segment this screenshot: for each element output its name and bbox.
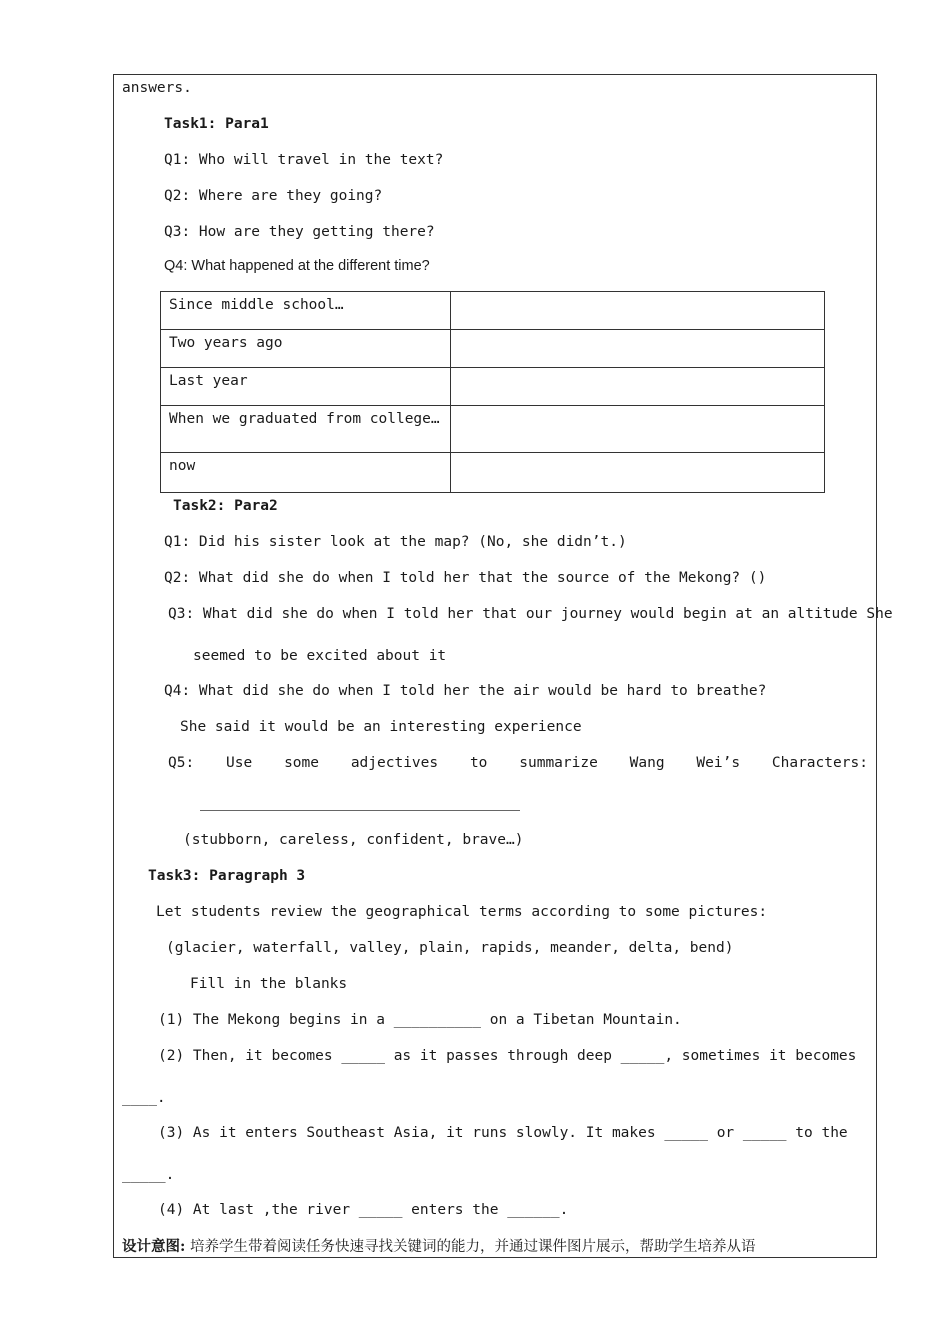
- task1-q2: Q2: Where are they going?: [164, 188, 383, 204]
- timeline-table: [160, 291, 825, 493]
- task1-title: Task1: Para1: [164, 116, 269, 132]
- time-cell: now: [161, 453, 451, 493]
- q5-word: Q5:: [168, 755, 195, 771]
- task3-fill-title: Fill in the blanks: [190, 976, 348, 992]
- task2-q5: [168, 753, 868, 773]
- table-row: [161, 368, 825, 406]
- task3-terms: (glacier, waterfall, valley, plain, rapids, meander, delta, bend): [166, 940, 734, 956]
- table-row: [161, 330, 825, 368]
- task3-title: Task3: Paragraph 3: [148, 868, 306, 884]
- time-cell: Two years ago: [161, 330, 451, 368]
- time-cell: When we graduated from college…: [161, 406, 451, 453]
- event-cell: [451, 292, 825, 330]
- table-row: [161, 453, 825, 493]
- time-cell: Last year: [161, 368, 451, 406]
- task2-title: Task2: Para2: [173, 498, 278, 514]
- task2-q3: Q3: What did she do when I told her that our journey would begin at an altitude She: [168, 606, 893, 622]
- task3-sentence-3: (3) As it enters Southeast Asia, it runs slowly. It makes _____ or _____ to the: [158, 1125, 848, 1141]
- task2-q2: Q2: What did she do when I told her that the source of the Mekong? (): [164, 570, 767, 586]
- q5-word: to: [469, 755, 488, 771]
- q5-word: Wang: [629, 755, 665, 771]
- design-intent-label: 设计意图:: [122, 1238, 186, 1255]
- event-cell: [451, 368, 825, 406]
- table-row: [161, 406, 825, 453]
- q5-word: Characters:: [771, 755, 868, 771]
- q5-word: Wei’s: [696, 755, 741, 771]
- task2-q4-answer: She said it would be an interesting experience: [180, 719, 582, 735]
- task3-sentence-1: (1) The Mekong begins in a __________ on a Tibetan Mountain.: [158, 1012, 682, 1028]
- event-cell: [451, 406, 825, 453]
- task3-sentence-2-continued: ____.: [122, 1090, 166, 1106]
- time-cell: Since middle school…: [161, 292, 451, 330]
- task3-review: Let students review the geographical terms according to some pictures:: [156, 904, 768, 920]
- lesson-frame: [113, 74, 877, 1258]
- task3-sentence-3-continued: _____.: [122, 1167, 175, 1183]
- design-intent: [122, 1237, 755, 1257]
- design-intent-text: 培养学生带着阅读任务快速寻找关键词的能力，并通过课件图片展示，帮助学生培养从语: [189, 1239, 756, 1255]
- task3-sentence-2: (2) Then, it becomes _____ as it passes through deep _____, sometimes it becomes: [158, 1048, 857, 1064]
- q5-word: adjectives: [350, 755, 439, 771]
- table-row: [161, 292, 825, 330]
- task2-q4: Q4: What did she do when I told her the air would be hard to breathe?: [164, 683, 767, 699]
- intro-text: answers.: [122, 80, 192, 96]
- q5-word: some: [284, 755, 319, 771]
- task1-q4: Q4: What happened at the different time?: [164, 258, 430, 274]
- task2-q1: Q1: Did his sister look at the map? (No, she didn’t.): [164, 534, 627, 550]
- answer-blank-line: [200, 810, 520, 811]
- task1-q1: Q1: Who will travel in the text?: [164, 152, 444, 168]
- event-cell: [451, 453, 825, 493]
- task2-q5-hint: (stubborn, careless, confident, brave…): [183, 832, 524, 848]
- task1-q3: Q3: How are they getting there?: [164, 224, 435, 240]
- q5-word: summarize: [519, 755, 598, 771]
- q5-word: Use: [226, 755, 253, 771]
- task2-q3-continued: seemed to be excited about it: [193, 648, 447, 664]
- task3-sentence-4: (4) At last ,the river _____ enters the ______.: [158, 1202, 569, 1218]
- event-cell: [451, 330, 825, 368]
